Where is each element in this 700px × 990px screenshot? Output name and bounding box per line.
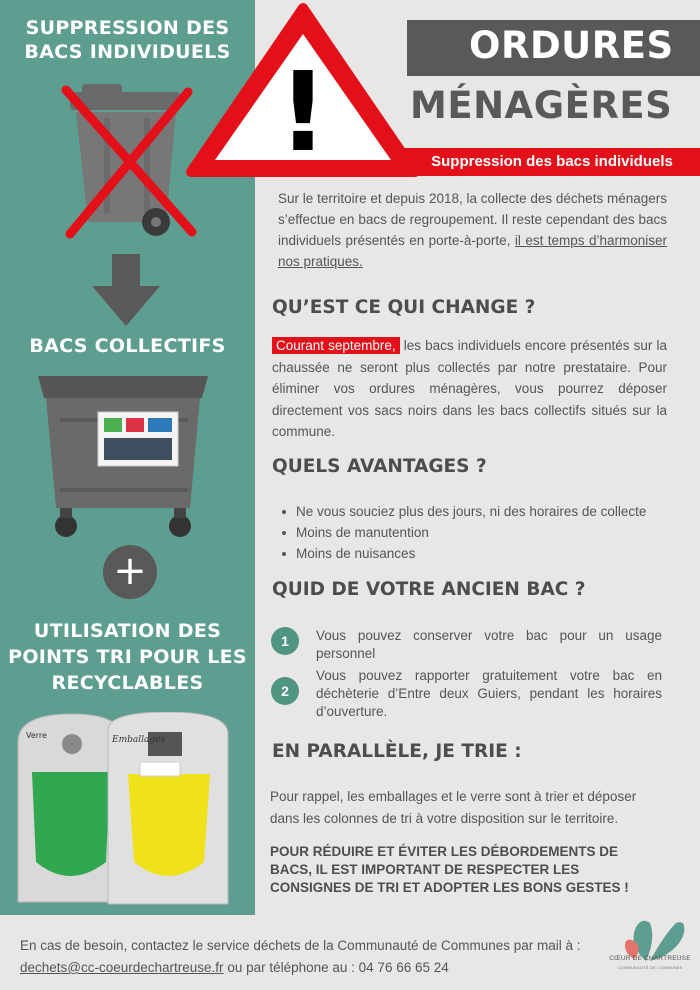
footer-text-after: ou par téléphone au : 04 76 66 65 24 bbox=[223, 960, 449, 975]
number-badge-2: 2 bbox=[271, 677, 299, 705]
intro-underlined: il est temps d’harmoniser nos pratiques. bbox=[278, 233, 668, 269]
subtitle-bar bbox=[404, 148, 700, 176]
collective-bin-icon bbox=[30, 368, 215, 543]
old-bin-option-2: Vous pouvez rapporter gratuitement votre bac en déchèterie d’Entre deux Guiers, pendant les horaires d’ouverture. bbox=[316, 668, 662, 719]
bin-label-verre: Verre bbox=[26, 731, 47, 740]
parallel-paragraph: Pour rappel, les emballages et le verre sont à trier et déposer dans les colonnes de tri à votre disposition sur le territoire. bbox=[270, 789, 637, 826]
email-link[interactable]: dechets@cc-coeurdechartreuse.fr bbox=[20, 960, 224, 975]
footer-contact bbox=[20, 935, 600, 979]
arrow-down-icon bbox=[92, 254, 160, 326]
highlight-september: Courant septembre, bbox=[272, 337, 400, 354]
heading-what-changes: QU’EST CE QUI CHANGE ? bbox=[272, 297, 536, 318]
alert-paragraph: POUR RÉDUIRE ET ÉVITER LES DÉBORDEMENTS DE BACS, IL EST IMPORTANT DE RESPECTER LES CONSIGNES DE TRI ET ADOPTER LES BONS GESTES ! bbox=[270, 844, 629, 895]
warning-triangle-icon bbox=[183, 0, 423, 180]
warning-exclamation: ! bbox=[277, 48, 329, 176]
heading-bacs-collectifs: BACS COLLECTIFS bbox=[29, 335, 226, 357]
change-text: les bacs individuels encore présentés sur la chaussée ne seront plus collectés par notre prestataire. Pour éliminer vos ordures ménagères, vous pourrez déposer directement vos sacs noirs dans les bacs collectifs situés sur la commune. bbox=[272, 338, 667, 439]
title-bar bbox=[407, 20, 700, 76]
heading-points-tri: UTILISATION DES POINTS TRI POUR LES RECYCLABLES bbox=[8, 620, 247, 694]
title-menageres: MÉNAGÈRES bbox=[410, 84, 673, 127]
number-badge-1: 1 bbox=[271, 627, 299, 655]
heading-parallel: EN PARALLÈLE, JE TRIE : bbox=[272, 741, 522, 762]
subtitle: Suppression des bacs individuels bbox=[431, 153, 673, 170]
heading-old-bin: QUID DE VOTRE ANCIEN BAC ? bbox=[272, 579, 586, 600]
list-item: Moins de nuisances bbox=[282, 543, 682, 564]
recycling-points-image bbox=[12, 712, 244, 912]
change-paragraph bbox=[272, 335, 667, 443]
old-bin-option-1: Vous pouvez conserver votre bac pour un usage personnel bbox=[316, 628, 662, 661]
heading-advantages: QUELS AVANTAGES ? bbox=[272, 456, 487, 477]
footer-text-before: En cas de besoin, contactez le service déchets de la Communauté de Communes par mail à : bbox=[20, 938, 581, 953]
plus-icon: + bbox=[103, 545, 157, 599]
list-item: Moins de manutention bbox=[282, 522, 682, 543]
logo-subtitle: COMMUNAUTÉ DE COMMUNES bbox=[617, 965, 683, 970]
heading-suppression: SUPPRESSION DES BACS INDIVIDUELS bbox=[24, 17, 231, 63]
intro-paragraph bbox=[278, 188, 667, 272]
list-item: Ne vous souciez plus des jours, ni des horaires de collecte bbox=[282, 501, 682, 522]
advantages-list bbox=[282, 501, 682, 564]
intro-text: Sur le territoire et depuis 2018, la collecte des déchets ménagers s’effectue en bacs de regroupement. Il reste cependant des bacs individuels présentés en porte-à-porte, bbox=[278, 191, 667, 248]
title-ordures: ORDURES bbox=[469, 24, 674, 67]
logo-name: CŒUR DE CHARTREUSE bbox=[609, 955, 691, 962]
bin-label-emballages: Emballages bbox=[112, 735, 166, 745]
